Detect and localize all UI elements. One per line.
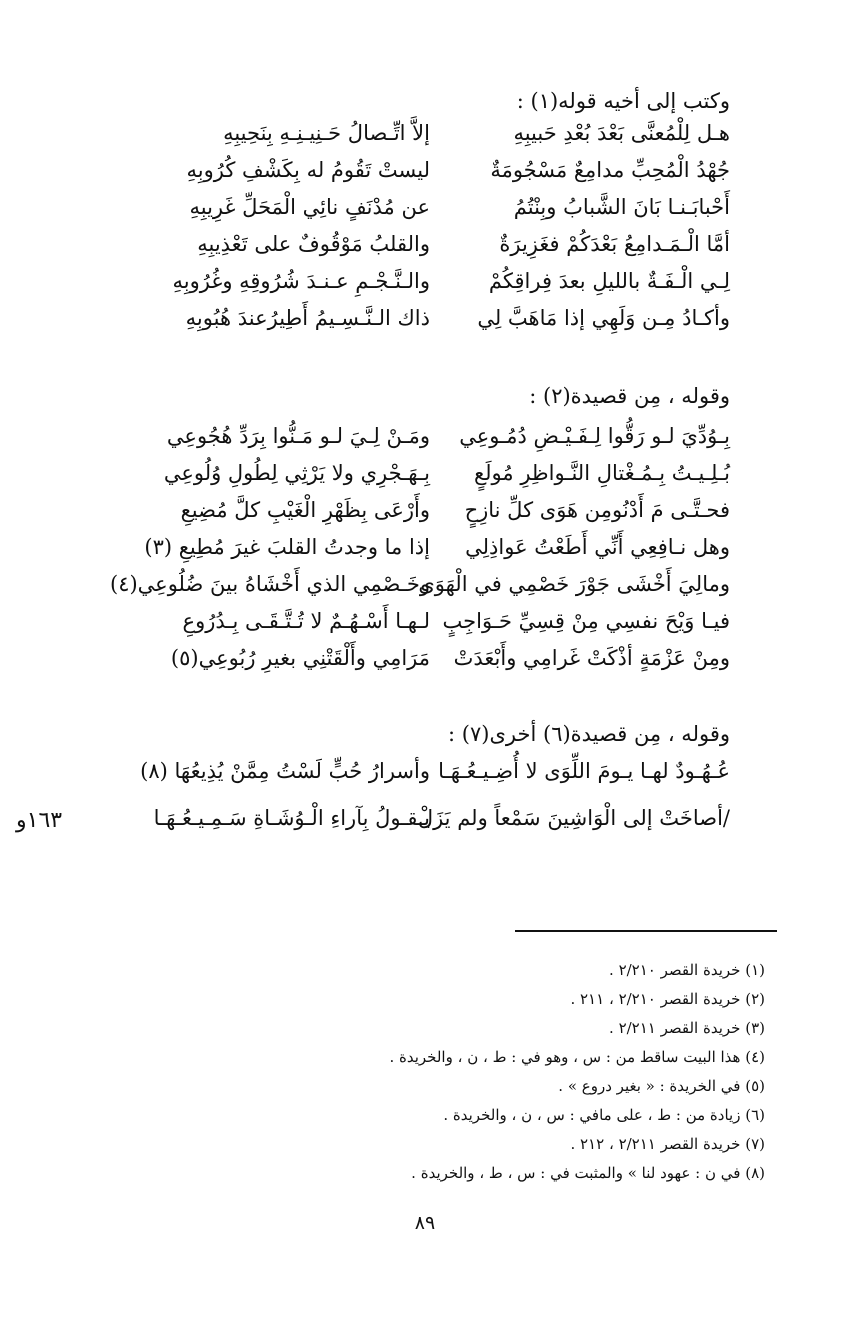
- verse-first-hemistich: لِـي الْـفَـةٌ بالليلِ بعدَ فِراقِكُمْ: [488, 269, 730, 293]
- verse-second-hemistich: والقلبُ مَوْقُوفٌ على تَعْذِيبِهِ: [197, 232, 430, 256]
- verse-first-hemistich: أمَّا الْـمَـدامِعُ بَعْدَكُمْ فغَزِيرَةٌ: [499, 232, 730, 256]
- footnote: (٢) خريدة القصر ٢/٢١٠ ، ٢١١ .: [570, 990, 765, 1008]
- footnote-separator: [515, 930, 777, 932]
- verse-line: [140, 529, 730, 565]
- verse-first-hemistich: ومالِيَ أَخْشَى جَوْرَ خَصْمِي في الْهَوَى: [418, 572, 730, 596]
- verse-second-hemistich: يـقـولُ بِآراءِ الْـوُشَـاةِ سَـمِـيـعُـهَـا: [153, 806, 430, 830]
- verse-line: [140, 226, 730, 262]
- verse-line: [140, 115, 730, 151]
- verse-second-hemistich: وخَـصْمِي الذي أَخْشَاهُ بينَ ضُلُوعِي(٤): [110, 572, 430, 596]
- section-heading: وكتب إلى أخيه قوله(١) :: [516, 89, 730, 113]
- verse-second-hemistich: عن مُدْنَفٍ نائِي الْمَحَلِّ غَرِيبِهِ: [189, 195, 430, 219]
- section-heading: وقوله ، مِن قصيدة(٦) أخرى(٧) :: [448, 722, 730, 746]
- verse-second-hemistich: مَرَامِي وأَلْقَتْنِي بغيرِ رُبُوعِي(٥): [170, 646, 430, 670]
- verse-second-hemistich: ذاك الـنَّـسِـيمُ أَطِيرُعندَ هُبُوبِهِ: [185, 306, 430, 330]
- verse-second-hemistich: وأسرارُ حُبٍّ لَسْتُ مِمَّنْ يُذِيعُهَا (٨): [140, 759, 430, 783]
- verse-line: [140, 418, 730, 454]
- verse-first-hemistich: بِـوُدِّيَ لـو رَقُّوا لِـفَـيْـضِ دُمُـوعِي: [459, 424, 730, 448]
- verse-line: [140, 189, 730, 225]
- verse-first-hemistich: بُـلِـيـتُ بِـمُـغْتالِ النَّـواظِرِ مُولَعٍ: [473, 461, 730, 485]
- verse-second-hemistich: ليستْ تَقُومُ له بِكَشْفِ كُرُوبِهِ: [186, 158, 430, 182]
- verse-line: [140, 263, 730, 299]
- verse-first-hemistich: وهل نـافِعِي أَنِّي أَطَعْتُ عَواذِلِي: [465, 535, 730, 559]
- manuscript-folio-marker: ١٦٣و: [16, 808, 63, 833]
- footnote: (٧) خريدة القصر ٢/٢١١ ، ٢١٢ .: [570, 1135, 765, 1153]
- verse-line: [140, 800, 730, 836]
- verse-first-hemistich: فحـتَّـى مَ أَدْنُومِن هَوَى كلِّ نازِحٍ: [464, 498, 730, 522]
- verse-line: [140, 492, 730, 528]
- footnote: (٣) خريدة القصر ٢/٢١١ .: [609, 1019, 765, 1037]
- verse-line: [140, 152, 730, 188]
- verse-second-hemistich: إذا ما وجدتُ القلبَ غيرَ مُطِيعِ (٣): [144, 535, 430, 559]
- footnote: (١) خريدة القصر ٢/٢١٠ .: [609, 961, 765, 979]
- verse-second-hemistich: وأَرْعَى بِظَهْرِ الْغَيْبِ كلَّ مُضِيعِ: [180, 498, 430, 522]
- verse-first-hemistich: أَحْبابَـنـا بَانَ الشَّبابُ وبِنْتُمُ: [513, 195, 730, 219]
- verse-first-hemistich: وأكـادُ مِـن وَلَهِي إذا مَاهَبَّ لِي: [477, 306, 730, 330]
- verse-first-hemistich: جُهْدُ الْمُحِبِّ مدامِعٌ مَسْجُومَةٌ: [490, 158, 730, 182]
- verse-line: [140, 753, 730, 789]
- verse-first-hemistich: /أصاخَتْ إلى الْوَاشِينَ سَمْعاً ولم يَزَلْ: [417, 806, 730, 830]
- verse-first-hemistich: عُـهُـودٌ لهـا يـومَ اللِّوَى لا أُضِـيـعُـهَـا: [438, 759, 730, 783]
- verse-line: [140, 455, 730, 491]
- verse-first-hemistich: هـل لِلْمُعنَّى بَعْدَ بُعْدِ حَبيبِهِ: [513, 121, 730, 145]
- verse-second-hemistich: إلاَّ اتِّـصالُ حَـنِيـنِـهِ بِنَحِيبِهِ: [223, 121, 430, 145]
- verse-line: [140, 300, 730, 336]
- footnote: (٤) هذا البيت ساقط من : س ، وهو في : ط ، ن ، والخريدة .: [389, 1048, 765, 1066]
- verse-second-hemistich: لـهـا أَسْـهُـمٌ لا تُـتَّـقَـى بِـدُرُوعِ: [182, 609, 430, 633]
- section-heading: وقوله ، مِن قصيدة(٢) :: [529, 384, 730, 408]
- verse-second-hemistich: ومَـنْ لِـيَ لـو مَـنُّوا بِرَدِّ هُجُوعِي: [166, 424, 430, 448]
- page-number: ٨٩: [414, 1212, 436, 1234]
- footnote: (٨) في ن : عهود لنا » والمثبت في : س ، ط ، والخريدة .: [411, 1164, 765, 1182]
- verse-line: [110, 566, 730, 602]
- footnote: (٥) في الخريدة : « بغير دروع » .: [558, 1077, 765, 1095]
- verse-line: [140, 603, 730, 639]
- verse-second-hemistich: والـنَّـجْـمِ عـنـدَ شُرُوقِهِ وغُرُوبِهِ: [172, 269, 430, 293]
- footnote: (٦) زيادة من : ط ، على مافي : س ، ن ، والخريدة .: [443, 1106, 765, 1124]
- verse-line: [140, 640, 730, 676]
- verse-second-hemistich: بِـهَـجْرِي ولا يَرْثِي لِطُولِ وُلُوعِي: [163, 461, 430, 485]
- verse-first-hemistich: فيـا وَيْحَ نفسِي مِنْ قِسِيِّ حَـوَاجِبٍ: [442, 609, 730, 633]
- verse-first-hemistich: ومِنْ عَزْمَةٍ أذْكَتْ غَرامِي وأَبْعَدَتْ: [453, 646, 730, 670]
